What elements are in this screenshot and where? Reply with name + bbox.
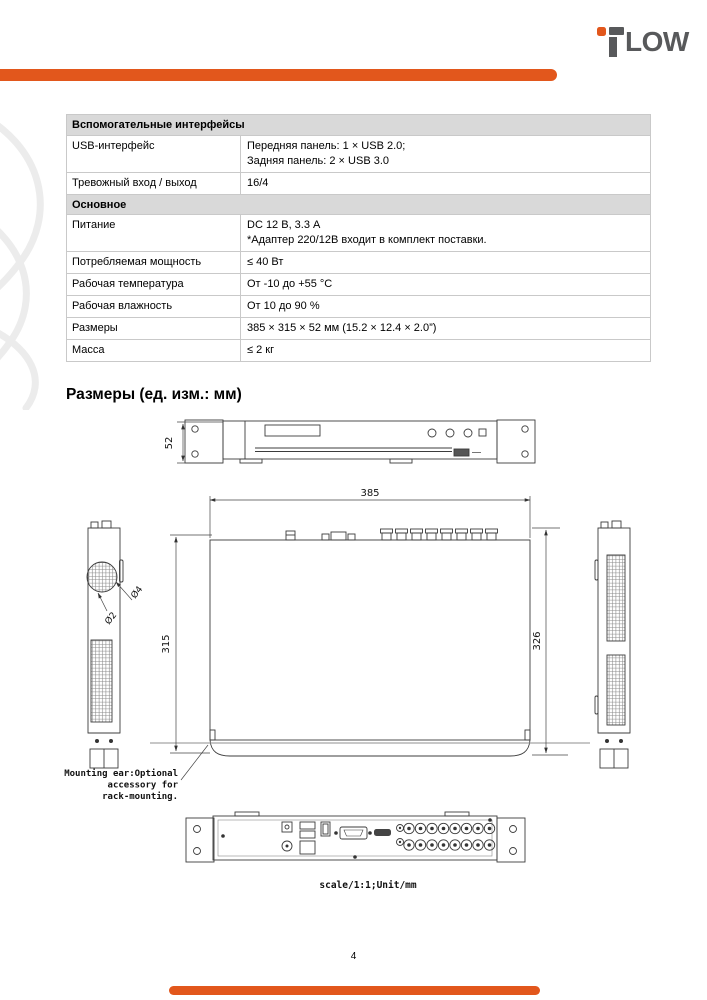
- row-value: От -10 до +55 °C: [247, 278, 333, 290]
- page-number: 4: [350, 951, 357, 962]
- vent-strip: [91, 640, 112, 722]
- scale-note: scale/1:1;Unit/mm: [319, 880, 417, 891]
- mounting-note-line3: rack-mounting.: [102, 792, 178, 802]
- usb-port-icon: [300, 831, 315, 838]
- power-inlet-icon: [282, 822, 292, 832]
- logo-text: LOW: [625, 26, 689, 57]
- logo-f-bar: [609, 27, 624, 35]
- logo-f-stem: [609, 37, 617, 57]
- row-label: Тревожный вход / выход: [67, 173, 241, 194]
- brand-logo: [597, 26, 689, 57]
- header-accent-bar: [0, 69, 557, 81]
- row-label: Рабочая влажность: [67, 296, 241, 317]
- dim-depth-overall-label: 326: [532, 631, 543, 651]
- value-line: DC 12 В, 3.3 А: [247, 219, 321, 231]
- front-view: [185, 420, 535, 463]
- dim-height-label: 52: [164, 436, 175, 450]
- row-value: [241, 215, 650, 251]
- usb-port-icon: [300, 822, 315, 829]
- bnc-grid: [404, 823, 495, 850]
- value-line: Передняя панель: 1 × USB 2.0;: [247, 140, 406, 152]
- value-line: Задняя панель: 2 × USB 3.0: [247, 155, 390, 167]
- row-value: 385 × 315 × 52 мм (15.2 × 12.4 × 2.0”): [247, 322, 437, 334]
- logo-f-glyph: [597, 26, 625, 57]
- section-header-label: Основное: [72, 199, 127, 211]
- table-section-header: [67, 115, 650, 135]
- vent-strip: [607, 555, 625, 641]
- section-header-label: Вспомогательные интерфейсы: [72, 119, 245, 131]
- table-row: [67, 273, 650, 295]
- logo-dot-icon: [597, 27, 606, 36]
- top-view: [150, 529, 590, 756]
- row-value: 16/4: [247, 177, 269, 189]
- vent-circle: [87, 562, 117, 592]
- hole-small-label: Ø2: [103, 610, 120, 627]
- dimensions-heading: Размеры (ед. изм.: мм): [66, 386, 242, 403]
- mounting-note-line2: accessory for: [107, 780, 178, 791]
- lan-port-icon: [300, 841, 315, 854]
- row-label: Размеры: [67, 318, 241, 339]
- dim-height-52: [177, 422, 223, 463]
- row-label: Масса: [67, 340, 241, 361]
- table-row: [67, 251, 650, 273]
- row-label: Рабочая температура: [67, 274, 241, 295]
- spec-table: [66, 114, 651, 362]
- technical-drawings: [60, 408, 660, 908]
- table-section-header: [67, 194, 650, 214]
- table-row: [67, 214, 650, 251]
- vga-port-icon: [340, 827, 367, 839]
- table-row: [67, 317, 650, 339]
- mounting-note-leader: [181, 745, 208, 780]
- footer-accent-bar: [169, 986, 540, 995]
- hdmi-port-icon: [374, 829, 391, 836]
- top-view-bnc-row: [381, 529, 498, 540]
- rear-view: [186, 812, 525, 862]
- vent-strip: [607, 655, 625, 725]
- table-row: [67, 295, 650, 317]
- dim-depth-label: 315: [161, 634, 172, 654]
- mounting-note-line1: Mounting ear:Optional: [64, 769, 178, 779]
- table-row: [67, 135, 650, 172]
- table-row: [67, 172, 650, 194]
- row-value: ≤ 2 кг: [247, 344, 275, 356]
- dim-width-385: [210, 496, 530, 538]
- hole-big-label: Ø4: [129, 584, 146, 601]
- side-view-right: [595, 521, 630, 768]
- dim-width-label: 385: [360, 488, 380, 499]
- usb-port-icon: [454, 449, 469, 456]
- row-value: ≤ 40 Вт: [247, 256, 284, 268]
- value-line: *Адаптер 220/12В входит в комплект поставки.: [247, 234, 487, 246]
- dim-depth-315: [170, 535, 212, 753]
- row-label: Потребляемая мощность: [67, 252, 241, 273]
- side-view-left: [87, 521, 123, 768]
- row-value: [241, 136, 650, 172]
- row-label: Питание: [67, 215, 241, 251]
- table-row: [67, 339, 650, 361]
- row-label: USB-интерфейс: [67, 136, 241, 172]
- row-value: От 10 до 90 %: [247, 300, 320, 312]
